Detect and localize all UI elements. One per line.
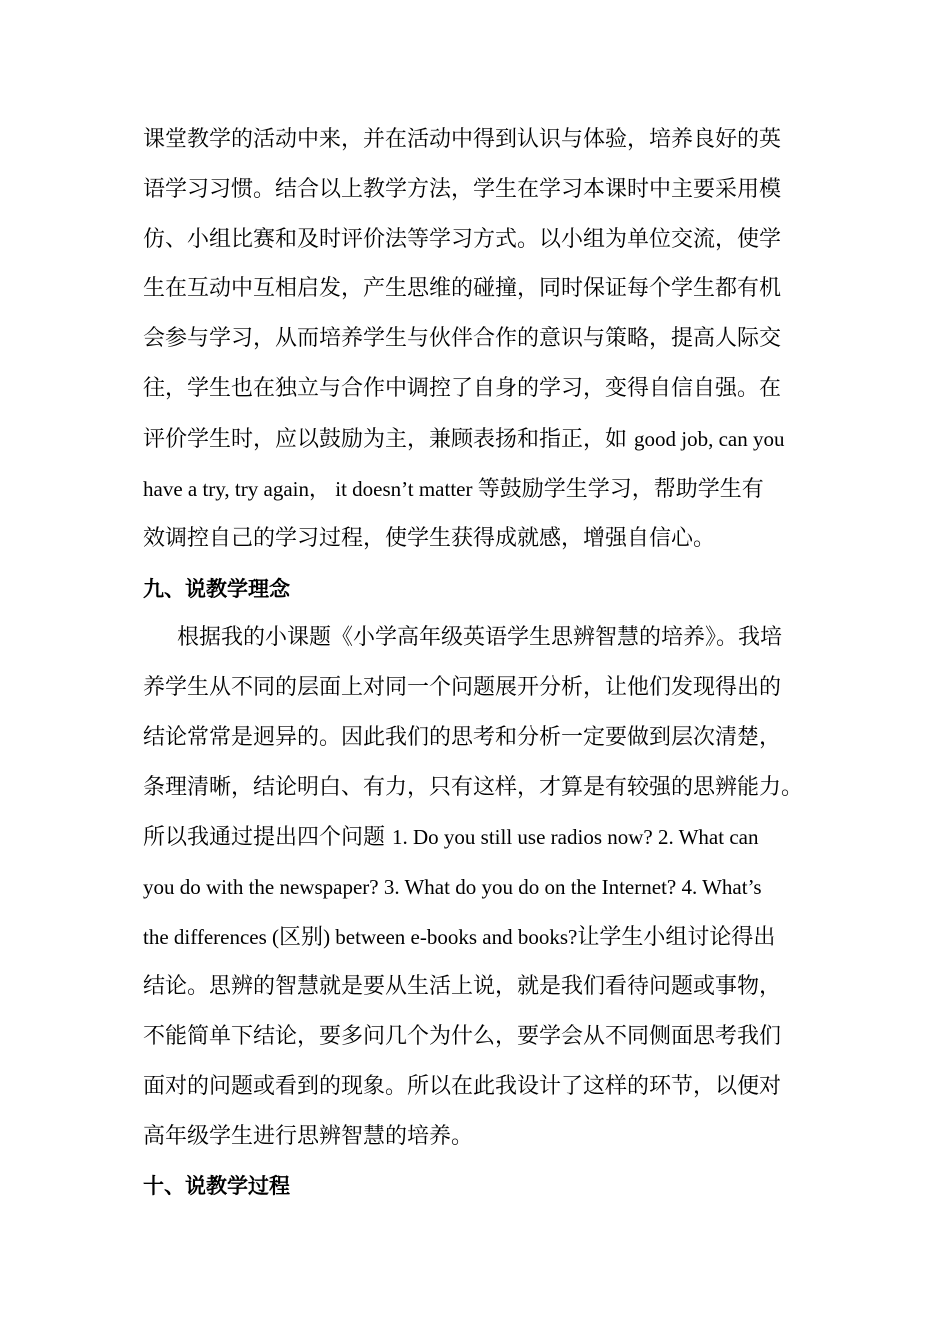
text-line: 生在互动中互相启发，产生思维的碰撞，同时保证每个学生都有机	[143, 276, 782, 301]
text-line: 面对的问题或看到的现象。所以在此我设计了这样的环节，以便对	[143, 1074, 782, 1099]
text-line-mixed	[143, 414, 823, 464]
text-en: ) between e-books and books?	[323, 925, 578, 949]
text-line-en	[143, 862, 823, 912]
text-cn: 让学生小组讨论得出	[577, 925, 776, 950]
text-line: 养学生从不同的层面上对同一个问题展开分析，让他们发现得出的	[143, 675, 782, 700]
text-line: 语学习习惯。结合以上教学方法，学生在学习本课时中主要采用模	[143, 177, 782, 202]
text-en: the differences (	[143, 925, 280, 949]
text-line: 结论。思辨的智慧就是要从生活上说，就是我们看待问题或事物，	[143, 974, 782, 999]
text-cn: 评价学生时，应以鼓励为主，兼顾表扬和指正，如	[143, 427, 634, 452]
text-line-mixed	[143, 912, 823, 962]
text-cn: 等鼓励学生学习，帮助学生有	[477, 477, 764, 502]
text-en: good job, can you	[634, 427, 785, 451]
text-cn: 所以我通过提出四个问题	[143, 825, 392, 850]
text-en: have a try, try again， it doesn’t matter	[143, 477, 478, 501]
text-en: 1. Do you still use radios now? 2. What can	[392, 825, 759, 849]
text-line: 效调控自己的学习过程，使学生获得成就感，增强自信心。	[143, 526, 716, 551]
section-heading: 十、说教学过程	[143, 1174, 290, 1198]
text-line: 条理清晰，结论明白、有力，只有这样，才算是有较强的思辨能力。	[143, 775, 804, 800]
text-line: 不能简单下结论，要多问几个为什么，要学会从不同侧面思考我们	[143, 1024, 782, 1049]
text-cn: 区别	[279, 925, 324, 950]
text-line: 仿、小组比赛和及时评价法等学习方式。以小组为单位交流，使学	[143, 227, 782, 252]
text-line: 课堂教学的活动中来，并在活动中得到认识与体验，培养良好的英	[143, 127, 782, 152]
text-line: 高年级学生进行思辨智慧的培养。	[143, 1124, 474, 1149]
text-line-mixed	[143, 812, 823, 862]
text-line: 根据我的小课题《小学高年级英语学生思辨智慧的培养》。我培	[177, 625, 783, 650]
text-line-mixed	[143, 464, 823, 514]
text-line: 结论常常是迥异的。因此我们的思考和分析一定要做到层次清楚，	[143, 725, 782, 750]
text-line: 会参与学习，从而培养学生与伙伴合作的意识与策略，提高人际交	[143, 326, 782, 351]
text-line: 往，学生也在独立与合作中调控了自身的学习，变得自信自强。在	[143, 376, 782, 401]
section-heading: 九、说教学理念	[143, 577, 290, 601]
text-en: you do with the newspaper? 3. What do you do on the Internet? 4. What’s	[143, 875, 762, 899]
